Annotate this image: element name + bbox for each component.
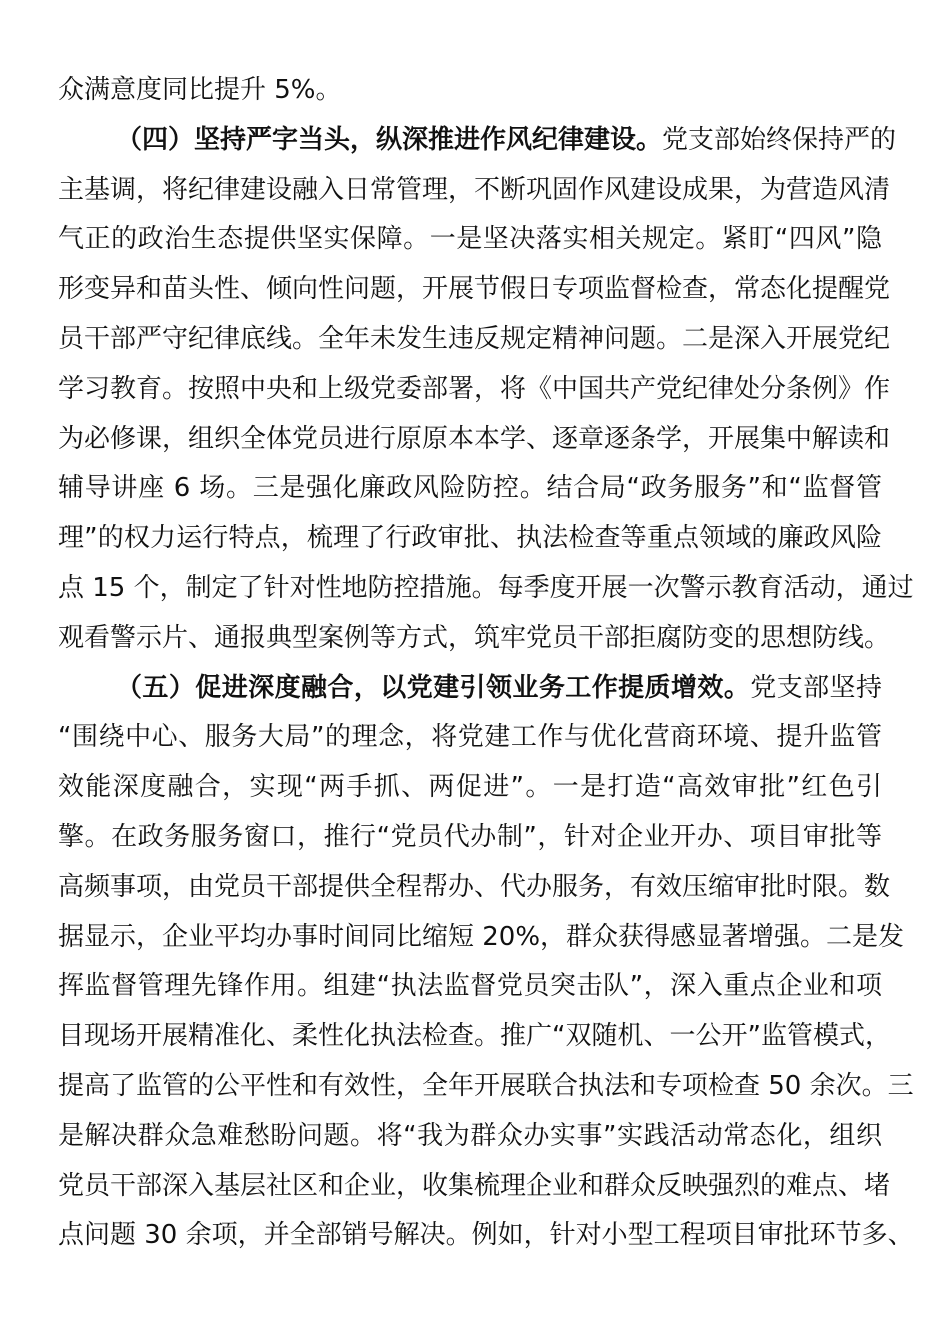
- body-text: 为必修课，组织全体党员进行原原本本学、逐章逐条学，开展集中解读和: [58, 423, 891, 454]
- text-line: [58, 518, 882, 568]
- body-text: 党员干部深入基层社区和企业，收集梳理企业和群众反映强烈的难点、堵: [58, 1170, 891, 1201]
- body-text: 高频事项，由党员干部提供全程帮办、代办服务，有效压缩审批时限。数: [58, 871, 891, 902]
- body-text: 学习教育。按照中央和上级党委部署，将《中国共产党纪律处分条例》作: [58, 373, 891, 404]
- text-line: [58, 717, 882, 767]
- text-line: [58, 917, 905, 967]
- section-heading: （五）促进深度融合，以党建引领业务工作提质增效。: [116, 672, 751, 703]
- body-text: 理”的权力运行特点，梳理了行政审批、执法检查等重点领域的廉政风险: [58, 523, 882, 554]
- text-line: [58, 1166, 891, 1216]
- body-text: “围绕中心、服务大局”的理念，将党建工作与优化营商环境、提升监管: [58, 722, 882, 753]
- body-text: 党支部始终保持严的: [662, 124, 897, 155]
- section-heading-line: [58, 120, 897, 170]
- text-line: [58, 1016, 891, 1066]
- text-line: [58, 219, 882, 269]
- text-line: [58, 419, 891, 469]
- text-line: [58, 369, 891, 419]
- body-text: 点 15 个，制定了针对性地防控措施。每季度开展一次警示教育活动，通过: [58, 572, 914, 603]
- text-line: [58, 1116, 882, 1166]
- body-text: 目现场开展精准化、柔性化执法检查。推广“双随机、一公开”监管模式，: [58, 1021, 891, 1052]
- text-line: [58, 568, 914, 618]
- section-heading-line: [58, 668, 882, 718]
- body-text: 党支部坚持: [750, 672, 882, 703]
- body-text: 气正的政治生态提供坚实保障。一是坚决落实相关规定。紧盯“四风”隐: [58, 224, 882, 255]
- text-line: [58, 70, 882, 120]
- body-text: 形变异和苗头性、倾向性问题，开展节假日专项监督检查，常态化提醒党: [58, 274, 891, 305]
- text-line: [58, 319, 891, 369]
- body-text: 员干部严守纪律底线。全年未发生违反规定精神问题。二是深入开展党纪: [58, 323, 891, 354]
- body-text: 主基调，将纪律建设融入日常管理，不断巩固作风建设成果，为营造风清: [58, 174, 891, 205]
- section-heading: （四）坚持严字当头，纵深推进作风纪律建设。: [116, 124, 663, 155]
- text-line: [58, 170, 891, 220]
- body-text: 挥监督管理先锋作用。组建“执法监督党员突击队”，深入重点企业和项: [58, 971, 882, 1002]
- text-line: [58, 1066, 914, 1116]
- body-text: 是解决群众急难愁盼问题。将“我为群众办实事”实践活动常态化，组织: [58, 1120, 882, 1151]
- body-text: 提高了监管的公平性和有效性，全年开展联合执法和专项检查 50 余次。三: [58, 1070, 914, 1101]
- text-line: [58, 1215, 914, 1265]
- text-line: [58, 269, 891, 319]
- body-text: 众满意度同比提升 5%。: [58, 75, 342, 105]
- text-line: [58, 867, 891, 917]
- body-text: 据显示，企业平均办事时间同比缩短 20%，群众获得感显著增强。二是发: [58, 921, 905, 952]
- body-text: 点问题 30 余项，并全部销号解决。例如，针对小型工程项目审批环节多、: [58, 1220, 914, 1251]
- document-page: [58, 70, 914, 1265]
- text-line: [58, 468, 882, 518]
- text-line: [58, 618, 891, 668]
- body-text: 辅导讲座 6 场。三是强化廉政风险防控。结合局“政务服务”和“监督管: [58, 473, 882, 504]
- body-text: 观看警示片、通报典型案例等方式，筑牢党员干部拒腐防变的思想防线。: [58, 622, 891, 653]
- text-line: [58, 966, 882, 1016]
- text-line: [58, 767, 882, 817]
- text-line: [58, 817, 882, 867]
- body-text: 擎。在政务服务窗口，推行“党员代办制”，针对企业开办、项目审批等: [58, 821, 882, 852]
- body-text: 效能深度融合，实现“两手抓、两促进”。一是打造“高效审批”红色引: [58, 772, 882, 803]
